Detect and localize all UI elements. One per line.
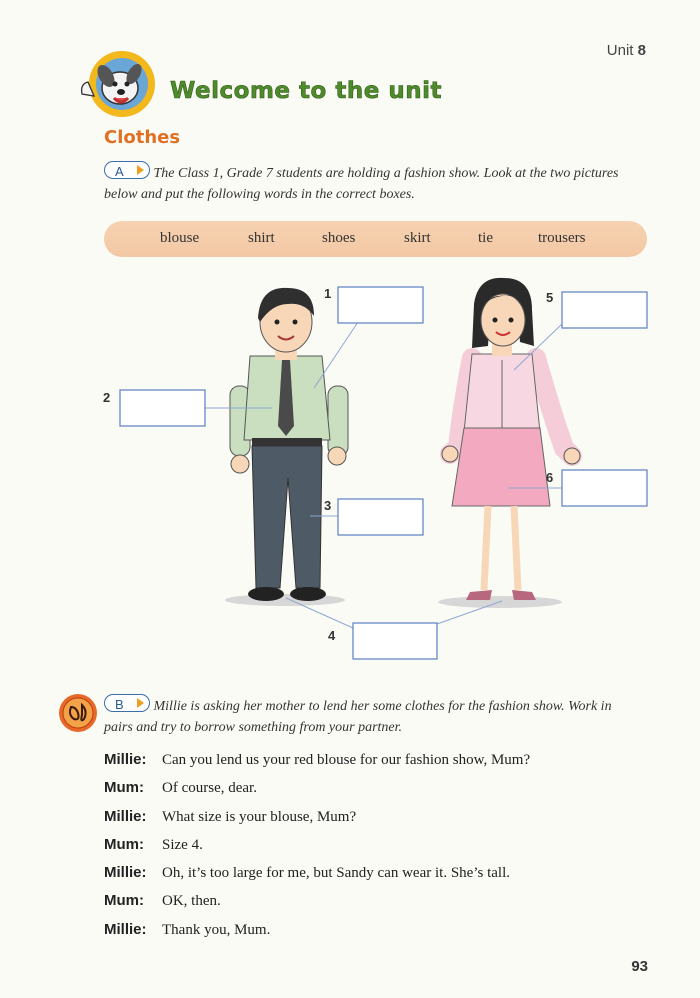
line-text: Can you lend us your red blouse for our fashion show, Mum? <box>162 752 531 768</box>
answer-box-1[interactable] <box>338 287 423 323</box>
box-number-2: 2 <box>103 390 111 405</box>
section-heading: Clothes <box>104 127 181 148</box>
dialogue-line <box>104 808 356 826</box>
answer-box-6[interactable] <box>562 470 647 506</box>
word-bank <box>104 221 647 257</box>
dog-mascot-icon <box>76 48 160 124</box>
part-b-instruction <box>104 694 634 738</box>
word-item: shoes <box>322 230 356 246</box>
box-number-3: 3 <box>324 498 332 513</box>
speaker: Millie: <box>104 921 147 938</box>
word-item: blouse <box>160 230 200 246</box>
dialogue-line <box>104 779 257 797</box>
speaker: Mum: <box>104 836 144 853</box>
part-a-badge <box>104 161 150 179</box>
speaker: Millie: <box>104 864 147 881</box>
speaker: Millie: <box>104 808 147 825</box>
dialogue-line <box>104 864 510 882</box>
part-a-text: The Class 1, Grade 7 students are holding a fashion show. Look at the two pictures below and put the following words in the correct boxes. <box>104 166 619 202</box>
part-b-badge <box>104 694 150 712</box>
line-text: OK, then. <box>162 893 221 909</box>
fashion-illustration <box>100 268 660 668</box>
part-b-text: Millie is asking her mother to lend her some clothes for the fashion show. Work in pairs and try to borrow something from your partner. <box>104 699 612 735</box>
word-item: trousers <box>538 230 586 246</box>
page-number: 93 <box>631 958 648 975</box>
box-number-1: 1 <box>324 286 332 301</box>
part-b-letter: B <box>115 697 124 712</box>
unit-number: 8 <box>637 42 646 59</box>
unit-text: Unit <box>606 42 634 59</box>
dialogue-line <box>104 921 270 939</box>
speaking-icon <box>58 693 98 733</box>
play-arrow-icon <box>137 698 144 708</box>
line-text: Oh, it’s too large for me, but Sandy can wear it. She’s tall. <box>162 865 510 881</box>
line-text: Thank you, Mum. <box>162 922 271 938</box>
boy-figure <box>225 288 348 606</box>
unit-label <box>607 42 646 59</box>
answer-box-2[interactable] <box>120 390 205 426</box>
dialogue-line <box>104 836 203 854</box>
box-number-6: 6 <box>546 470 554 485</box>
part-a-instruction <box>104 161 634 205</box>
speaker: Mum: <box>104 892 144 909</box>
word-item: shirt <box>248 230 275 246</box>
answer-box-4[interactable] <box>353 623 437 659</box>
page-title: Welcome to the unit <box>170 78 442 104</box>
line-text: What size is your blouse, Mum? <box>162 809 357 825</box>
dialogue-line <box>104 751 530 769</box>
speaker: Mum: <box>104 779 144 796</box>
box-number-4: 4 <box>328 628 336 643</box>
answer-box-5[interactable] <box>562 292 647 328</box>
play-arrow-icon <box>137 165 144 175</box>
line-text: Size 4. <box>162 837 203 853</box>
box-number-5: 5 <box>546 290 554 305</box>
word-item: tie <box>478 230 493 246</box>
dialogue-line <box>104 892 221 910</box>
speaker: Millie: <box>104 751 147 768</box>
part-a-letter: A <box>115 164 124 179</box>
word-item: skirt <box>404 230 431 246</box>
answer-box-3[interactable] <box>338 499 423 535</box>
line-text: Of course, dear. <box>162 780 257 796</box>
